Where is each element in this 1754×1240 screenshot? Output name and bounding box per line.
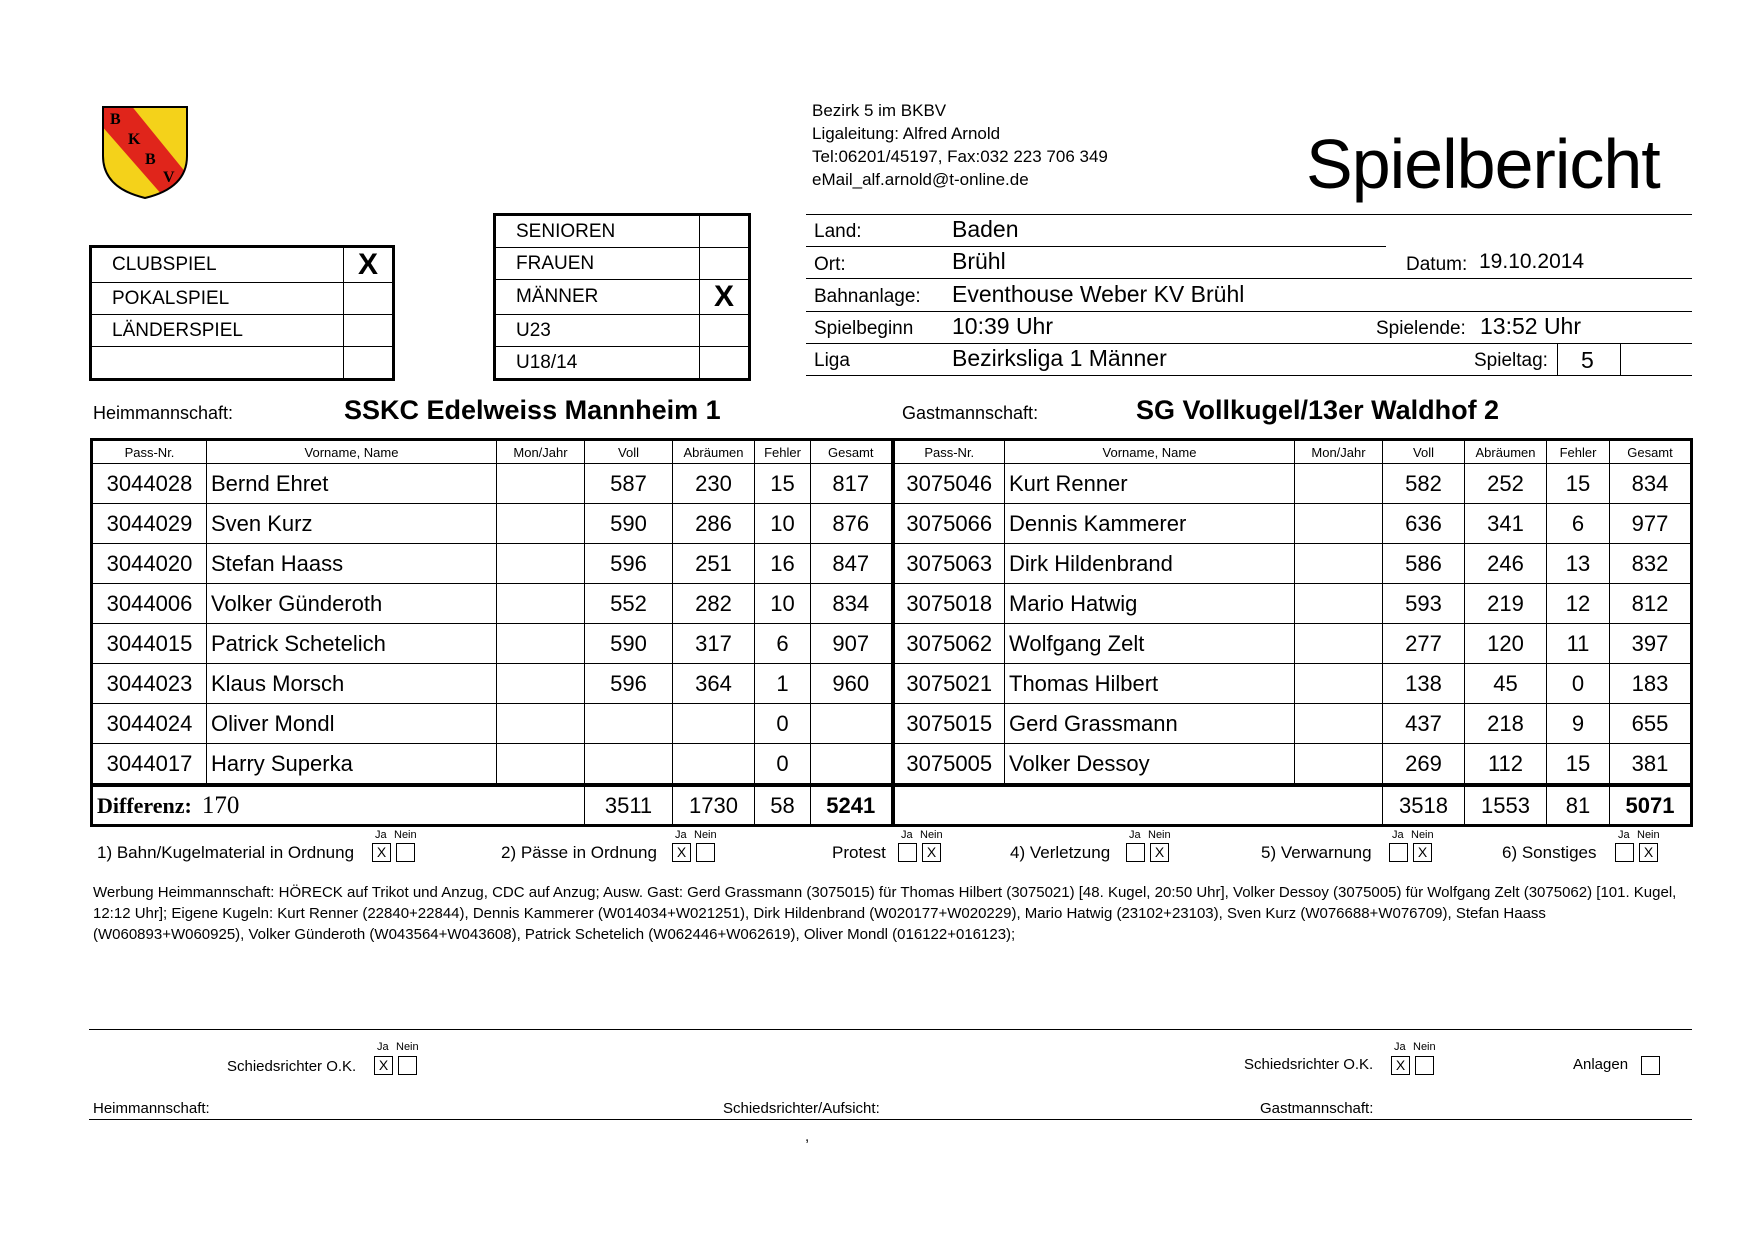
spielbeginn-label: Spielbeginn — [814, 318, 914, 339]
home-ges-cell: 960 — [811, 664, 893, 704]
guest-pass-cell: 3075046 — [893, 464, 1005, 504]
home-mon-cell — [497, 584, 585, 624]
liga-value[interactable]: Bezirksliga 1 Männer — [952, 345, 1167, 371]
guest-mon-cell — [1295, 584, 1383, 624]
referee-signature-label: Schiedsrichter/Aufsicht: — [723, 1100, 880, 1117]
home-mon-cell — [497, 744, 585, 786]
guest-mon-cell — [1295, 504, 1383, 544]
home-abr-cell — [673, 704, 755, 744]
game-type-mark[interactable] — [344, 347, 394, 380]
home-total-voll: 3511 — [585, 785, 673, 826]
table-row — [92, 744, 1692, 786]
home-ges-cell — [811, 744, 893, 786]
home-ges-cell — [811, 704, 893, 744]
ja-label: Ja — [675, 829, 687, 841]
game-type-mark[interactable] — [344, 283, 394, 315]
col-header: Fehler — [1547, 440, 1610, 464]
guest-fehler-cell: 15 — [1547, 744, 1610, 786]
guest-abr-cell: 120 — [1465, 624, 1547, 664]
guest-voll-cell: 582 — [1383, 464, 1465, 504]
anlagen-label: Anlagen — [1573, 1056, 1629, 1073]
check-label: 6) Sonstiges — [1502, 843, 1597, 862]
home-total-abr: 1730 — [673, 785, 755, 826]
check-label: 5) Verwarnung — [1261, 843, 1372, 862]
home-signature-label: Heimmannschaft: — [93, 1100, 210, 1117]
home-abr-cell: 286 — [673, 504, 755, 544]
guest-voll-cell: 269 — [1383, 744, 1465, 786]
guest-voll-cell: 277 — [1383, 624, 1465, 664]
difference-cell — [92, 785, 585, 826]
difference-label: Differenz: — [97, 792, 192, 818]
guest-fehler-cell: 12 — [1547, 584, 1610, 624]
guest-voll-cell: 437 — [1383, 704, 1465, 744]
category-mark[interactable] — [700, 215, 750, 248]
land-label: Land: — [814, 221, 862, 242]
check-5-ja-checkbox[interactable] — [1389, 843, 1408, 862]
home-fehler-cell: 10 — [755, 504, 811, 544]
guest-total-voll: 3518 — [1383, 785, 1465, 826]
check-4-ja-checkbox[interactable] — [1126, 843, 1145, 862]
home-total-gesamt: 5241 — [811, 785, 893, 826]
guest-pass-cell: 3075005 — [893, 744, 1005, 786]
guest-name-cell: Wolfgang Zelt — [1005, 624, 1295, 664]
col-header: Mon/Jahr — [497, 440, 585, 464]
nein-label: Nein — [1413, 1041, 1436, 1053]
category-box — [493, 213, 751, 381]
ja-label: Ja — [375, 829, 387, 841]
home-abr-cell — [673, 744, 755, 786]
col-header: Fehler — [755, 440, 811, 464]
table-row — [92, 704, 1692, 744]
home-abr-cell: 251 — [673, 544, 755, 584]
home-fehler-cell: 6 — [755, 624, 811, 664]
home-name-cell: Klaus Morsch — [207, 664, 497, 704]
home-fehler-cell: 0 — [755, 744, 811, 786]
home-fehler-cell: 10 — [755, 584, 811, 624]
guest-ges-cell: 655 — [1610, 704, 1692, 744]
datum-label: Datum: — [1406, 254, 1468, 275]
category-mark[interactable] — [700, 248, 750, 280]
ja-label: Ja — [901, 829, 913, 841]
home-name-cell: Oliver Mondl — [207, 704, 497, 744]
guest-fehler-cell: 6 — [1547, 504, 1610, 544]
guest-voll-cell: 636 — [1383, 504, 1465, 544]
home-voll-cell: 587 — [585, 464, 673, 504]
col-header: Voll — [585, 440, 673, 464]
guest-total-fehler: 81 — [1547, 785, 1610, 826]
home-ges-cell: 907 — [811, 624, 893, 664]
check-3-ja-checkbox[interactable] — [898, 843, 917, 862]
guest-abr-cell: 112 — [1465, 744, 1547, 786]
home-fehler-cell: 0 — [755, 704, 811, 744]
guest-mon-cell — [1295, 704, 1383, 744]
bahnanlage-label: Bahnanlage: — [814, 286, 921, 307]
totals-row — [92, 785, 1692, 826]
home-ges-cell: 817 — [811, 464, 893, 504]
home-fehler-cell: 1 — [755, 664, 811, 704]
logo-letter-3: B — [145, 151, 156, 168]
logo-letter-4: V — [163, 169, 175, 186]
category-mark[interactable] — [700, 315, 750, 347]
check-1-nein-checkbox[interactable] — [396, 843, 415, 862]
check-2-ja-checkbox[interactable]: X — [672, 843, 691, 862]
spieltag-value[interactable]: 5 — [1581, 347, 1594, 373]
home-mon-cell — [497, 704, 585, 744]
guest-abr-cell: 246 — [1465, 544, 1547, 584]
check-3-nein-checkbox[interactable]: X — [922, 843, 941, 862]
guest-ges-cell: 832 — [1610, 544, 1692, 584]
home-voll-cell: 552 — [585, 584, 673, 624]
table-row — [92, 544, 1692, 584]
category-label: SENIOREN — [495, 215, 700, 248]
home-voll-cell: 590 — [585, 504, 673, 544]
home-voll-cell: 596 — [585, 664, 673, 704]
guest-fehler-cell: 9 — [1547, 704, 1610, 744]
guest-name-cell: Dirk Hildenbrand — [1005, 544, 1295, 584]
home-pass-cell: 3044017 — [92, 744, 207, 786]
referee-ok-ja-checkbox[interactable]: X — [1391, 1056, 1410, 1075]
referee-ok-label: Schiedsrichter O.K. — [227, 1058, 357, 1075]
check-4-nein-checkbox[interactable]: X — [1150, 843, 1169, 862]
home-name-cell: Stefan Haass — [207, 544, 497, 584]
bahnanlage-value[interactable]: Eventhouse Weber KV Brühl — [952, 281, 1245, 307]
guest-ges-cell: 977 — [1610, 504, 1692, 544]
home-name-cell: Harry Superka — [207, 744, 497, 786]
guest-mon-cell — [1295, 544, 1383, 584]
check-5-nein-checkbox[interactable]: X — [1413, 843, 1432, 862]
ja-label: Ja — [1394, 1041, 1406, 1053]
home-total-fehler: 58 — [755, 785, 811, 826]
category-label: U18/14 — [495, 347, 700, 380]
referee-ok-nein-checkbox[interactable] — [398, 1056, 417, 1075]
referee-ok-nein-checkbox[interactable] — [1415, 1056, 1434, 1075]
guest-name-cell: Thomas Hilbert — [1005, 664, 1295, 704]
col-header: Mon/Jahr — [1295, 440, 1383, 464]
guest-team-label: Gastmannschaft: — [902, 403, 1039, 423]
spielende-label: Spielende: — [1376, 318, 1466, 339]
guest-pass-cell: 3075018 — [893, 584, 1005, 624]
category-label: MÄNNER — [495, 280, 700, 315]
nein-label: Nein — [694, 829, 717, 841]
bkbv-logo — [100, 104, 190, 200]
check-6-ja-checkbox[interactable] — [1615, 843, 1634, 862]
guest-fehler-cell: 0 — [1547, 664, 1610, 704]
home-voll-cell: 590 — [585, 624, 673, 664]
assoc-line-3: Tel:06201/45197, Fax:032 223 706 349 — [812, 147, 1108, 166]
home-ges-cell: 876 — [811, 504, 893, 544]
home-abr-cell: 364 — [673, 664, 755, 704]
guest-pass-cell: 3075066 — [893, 504, 1005, 544]
col-header: Pass-Nr. — [893, 440, 1005, 464]
spielende-value[interactable]: 13:52 Uhr — [1480, 313, 1582, 339]
guest-mon-cell — [1295, 744, 1383, 786]
guest-fehler-cell: 15 — [1547, 464, 1610, 504]
guest-fehler-cell: 11 — [1547, 624, 1610, 664]
guest-voll-cell: 138 — [1383, 664, 1465, 704]
table-row — [92, 624, 1692, 664]
table-row — [92, 464, 1692, 504]
category-mark[interactable]: X — [700, 280, 750, 315]
game-type-label: LÄNDERSPIEL — [91, 315, 344, 347]
home-mon-cell — [497, 544, 585, 584]
col-header: Vorname, Name — [207, 440, 497, 464]
check-label: 2) Pässe in Ordnung — [501, 843, 657, 862]
ja-label: Ja — [1392, 829, 1404, 841]
guest-mon-cell — [1295, 464, 1383, 504]
home-pass-cell: 3044029 — [92, 504, 207, 544]
assoc-line-4: eMail_alf.arnold@t-online.de — [812, 170, 1029, 189]
liga-label: Liga — [814, 350, 850, 371]
home-fehler-cell: 16 — [755, 544, 811, 584]
home-mon-cell — [497, 624, 585, 664]
category-mark[interactable] — [700, 347, 750, 380]
guest-name-cell: Dennis Kammerer — [1005, 504, 1295, 544]
col-header: Voll — [1383, 440, 1465, 464]
home-pass-cell: 3044020 — [92, 544, 207, 584]
home-fehler-cell: 15 — [755, 464, 811, 504]
assoc-line-1: Bezirk 5 im BKBV — [812, 101, 947, 120]
difference-value: 170 — [201, 791, 240, 819]
assoc-line-2: Ligaleitung: Alfred Arnold — [812, 124, 1001, 143]
home-mon-cell — [497, 464, 585, 504]
game-type-label: POKALSPIEL — [91, 283, 344, 315]
spieltag-label: Spieltag: — [1474, 350, 1548, 371]
home-voll-cell — [585, 744, 673, 786]
guest-pass-cell: 3075021 — [893, 664, 1005, 704]
guest-team-name: SG Vollkugel/13er Waldhof 2 — [1136, 395, 1500, 425]
game-type-box — [89, 245, 395, 381]
col-header: Abräumen — [1465, 440, 1547, 464]
logo-letter-2: K — [128, 131, 141, 148]
referee-ok-ja-checkbox[interactable]: X — [374, 1056, 393, 1075]
ja-label: Ja — [1129, 829, 1141, 841]
guest-abr-cell: 219 — [1465, 584, 1547, 624]
guest-pass-cell: 3075063 — [893, 544, 1005, 584]
home-pass-cell: 3044023 — [92, 664, 207, 704]
col-header: Gesamt — [811, 440, 893, 464]
ort-label: Ort: — [814, 254, 846, 275]
guest-voll-cell: 586 — [1383, 544, 1465, 584]
category-label: FRAUEN — [495, 248, 700, 280]
home-mon-cell — [497, 504, 585, 544]
check-label: 1) Bahn/Kugelmaterial in Ordnung — [97, 843, 355, 862]
spielbeginn-value[interactable]: 10:39 Uhr — [952, 313, 1054, 339]
home-pass-cell: 3044028 — [92, 464, 207, 504]
guest-ges-cell: 381 — [1610, 744, 1692, 786]
game-type-label: CLUBSPIEL — [91, 247, 344, 283]
guest-pass-cell: 3075015 — [893, 704, 1005, 744]
col-header: Abräumen — [673, 440, 755, 464]
home-name-cell: Sven Kurz — [207, 504, 497, 544]
guest-mon-cell — [1295, 624, 1383, 664]
guest-ges-cell: 812 — [1610, 584, 1692, 624]
game-type-mark[interactable] — [344, 315, 394, 347]
home-ges-cell: 834 — [811, 584, 893, 624]
check-6-nein-checkbox[interactable]: X — [1639, 843, 1658, 862]
guest-name-cell: Gerd Grassmann — [1005, 704, 1295, 744]
home-abr-cell: 317 — [673, 624, 755, 664]
ja-label: Ja — [377, 1041, 389, 1053]
land-value[interactable]: Baden — [952, 216, 1019, 242]
home-voll-cell — [585, 704, 673, 744]
home-ges-cell: 847 — [811, 544, 893, 584]
guest-abr-cell: 252 — [1465, 464, 1547, 504]
datum-value[interactable]: 19.10.2014 — [1479, 250, 1585, 273]
score-table — [90, 438, 1693, 827]
home-team-name: SSKC Edelweiss Mannheim 1 — [344, 395, 721, 425]
home-voll-cell: 596 — [585, 544, 673, 584]
nein-label: Nein — [1637, 829, 1660, 841]
table-row — [92, 664, 1692, 704]
home-team-label: Heimmannschaft: — [93, 403, 234, 423]
home-name-cell: Patrick Schetelich — [207, 624, 497, 664]
page-title: Spielbericht — [1306, 125, 1660, 203]
guest-name-cell: Volker Dessoy — [1005, 744, 1295, 786]
anlagen-checkbox[interactable] — [1641, 1056, 1660, 1075]
guest-mon-cell — [1295, 664, 1383, 704]
col-header: Pass-Nr. — [92, 440, 207, 464]
home-pass-cell: 3044024 — [92, 704, 207, 744]
check-label: 4) Verletzung — [1010, 843, 1111, 862]
col-header: Gesamt — [1610, 440, 1692, 464]
nein-label: Nein — [394, 829, 417, 841]
guest-voll-cell: 593 — [1383, 584, 1465, 624]
col-header: Vorname, Name — [1005, 440, 1295, 464]
header-row — [92, 440, 1692, 464]
check-label: Protest — [832, 843, 886, 862]
referee-ok-label: Schiedsrichter O.K. — [1244, 1056, 1374, 1073]
guest-total-abr: 1553 — [1465, 785, 1547, 826]
guest-abr-cell: 341 — [1465, 504, 1547, 544]
home-pass-cell: 3044015 — [92, 624, 207, 664]
check-1-ja-checkbox[interactable]: X — [372, 843, 391, 862]
table-row — [92, 504, 1692, 544]
check-2-nein-checkbox[interactable] — [696, 843, 715, 862]
nein-label: Nein — [1148, 829, 1171, 841]
logo-letter-1: B — [110, 111, 121, 128]
table-row — [92, 584, 1692, 624]
guest-abr-cell: 218 — [1465, 704, 1547, 744]
guest-total-gesamt: 5071 — [1610, 785, 1692, 826]
comma-mark: , — [805, 1128, 810, 1145]
guest-ges-cell: 834 — [1610, 464, 1692, 504]
guest-abr-cell: 45 — [1465, 664, 1547, 704]
nein-label: Nein — [396, 1041, 419, 1053]
home-mon-cell — [497, 664, 585, 704]
guest-signature-label: Gastmannschaft: — [1260, 1100, 1374, 1117]
game-type-label — [91, 347, 344, 380]
nein-label: Nein — [920, 829, 943, 841]
guest-name-cell: Kurt Renner — [1005, 464, 1295, 504]
guest-fehler-cell: 13 — [1547, 544, 1610, 584]
guest-ges-cell: 397 — [1610, 624, 1692, 664]
home-name-cell: Volker Günderoth — [207, 584, 497, 624]
home-pass-cell: 3044006 — [92, 584, 207, 624]
remarks-text: Werbung Heimmannschaft: HÖRECK auf Trikot und Anzug, CDC auf Anzug; Ausw. Gast: Gerd Grassmann (3075015) für Thomas Hilbert (3075021) [48. Kugel, 20:50 Uhr], Volker Dessoy (3075005) für Wolfgang Zelt (3075062) [101. Kugel, 12:12 Uhr]; Eigene Kugeln: Kurt Renner (22840+22844), Dennis Kammerer (W014034+W021251), Dirk Hildenbrand (W020177+W020229), Mario Hatwig (23102+23103), Sven Kurz (W076688+W076709), Stefan Haass (W060893+W060925), Volker Günderoth (W043564+W043608), Patrick Schetelich (W062446+W062619), Oliver Mondl (016122+016123); — [93, 884, 1677, 943]
guest-ges-cell: 183 — [1610, 664, 1692, 704]
home-name-cell: Bernd Ehret — [207, 464, 497, 504]
guest-pass-cell: 3075062 — [893, 624, 1005, 664]
guest-total-blank — [893, 785, 1383, 826]
category-label: U23 — [495, 315, 700, 347]
ort-value[interactable]: Brühl — [952, 248, 1006, 274]
home-abr-cell: 230 — [673, 464, 755, 504]
home-abr-cell: 282 — [673, 584, 755, 624]
ja-label: Ja — [1618, 829, 1630, 841]
guest-name-cell: Mario Hatwig — [1005, 584, 1295, 624]
nein-label: Nein — [1411, 829, 1434, 841]
game-type-mark[interactable]: X — [344, 247, 394, 283]
